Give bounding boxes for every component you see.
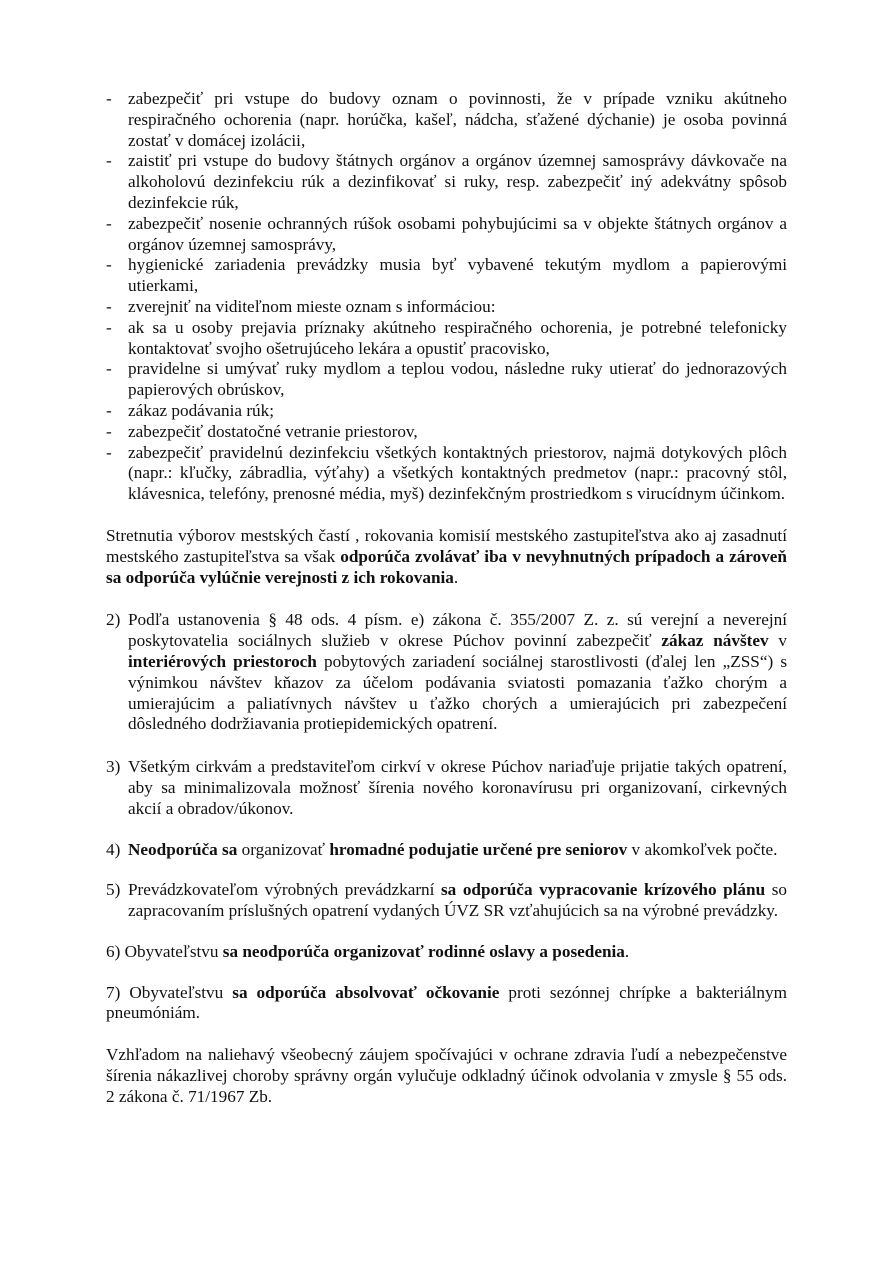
list-item: - hygienické zariadenia prevádzky musia byť vybavené tekutým mydlom a papierovými utierkami, bbox=[106, 255, 787, 296]
measures-list bbox=[106, 89, 787, 505]
bullet-dash: - bbox=[106, 89, 112, 108]
bullet-dash: - bbox=[106, 400, 112, 420]
document-page bbox=[106, 89, 787, 1108]
bullet-dash: - bbox=[106, 213, 112, 233]
list-item: - zverejniť na viditeľnom mieste oznam s informáciou: bbox=[106, 296, 496, 316]
bullet-dash: - bbox=[106, 296, 112, 316]
numbered-item-4: 4) Neodporúča sa organizovať hromadné podujatie určené pre seniorov v akomkoľvek počte. bbox=[106, 839, 778, 859]
numbered-item-7: 7) Obyvateľstvu sa odporúča absolvovať očkovanie proti sezónnej chrípke a bakteriálnym pneumóniám. bbox=[106, 982, 787, 1023]
closing-paragraph: Vzhľadom na naliehavý všeobecný záujem spočívajúci v ochrane zdravia ľudí a nebezpečenstve šírenia nákazlivej choroby správny orgán vylučuje odkladný účinok odvolania v zmysle § 55 ods. 2 zákona č. 71/1967 Zb. bbox=[106, 1045, 787, 1106]
list-item: - ak sa u osoby prejavia príznaky akútneho respiračného ochorenia, je potrebné telefonicky kontaktovať svojho ošetrujúceho lekára a opustiť pracovisko, bbox=[106, 317, 787, 358]
list-item: - zabezpečiť nosenie ochranných rúšok osobami pohybujúcimi sa v objekte štátnych orgánov a orgánov územnej samosprávy, bbox=[106, 213, 787, 254]
numbered-item-6: 6) Obyvateľstvu sa neodporúča organizovať rodinné oslavy a posedenia. bbox=[106, 941, 630, 961]
list-item: - zabezpečiť dostatočné vetranie priestorov, bbox=[106, 421, 418, 441]
meetings-paragraph: Stretnutia výborov mestských častí , rokovania komisií mestského zastupiteľstva ako aj zasadnutí mestského zastupiteľstva sa však odporúča zvolávať iba v nevyhnutných prípadoch a zároveň sa odporúča vylúčnie verejnosti z ich rokovania. bbox=[106, 525, 787, 587]
list-item: - zákaz podávania rúk; bbox=[106, 400, 275, 420]
bullet-dash: - bbox=[106, 421, 112, 441]
bullet-dash: - bbox=[106, 442, 112, 462]
bullet-dash: - bbox=[106, 359, 112, 379]
list-item: - zaistiť pri vstupe do budovy štátnych orgánov a orgánov územnej samosprávy dávkovače na alkoholovú dezinfekciu rúk a dezinfikovať si ruky, resp. zabezpečiť iný adekvátny spôsob dezinfekcie rúk, bbox=[106, 151, 787, 212]
bullet-dash: - bbox=[106, 255, 112, 275]
bullet-dash: - bbox=[106, 151, 112, 171]
list-item: - zabezpečiť pri vstupe do budovy oznam o povinnosti, že v prípade vzniku akútneho respiračného ochorenia (napr. horúčka, kašeľ, nádcha, sťažené dýchanie) je osoba povinná zostať v domácej izolácii, bbox=[106, 89, 787, 150]
numbered-item-5: 5) Prevádzkovateľom výrobných prevádzkarní sa odporúča vypracovanie krízového plánu so zapracovaním príslušných opatrení vydaných ÚVZ SR vzťahujúcich sa na výrobné prevádzky. bbox=[106, 880, 787, 921]
list-item: - pravidelne si umývať ruky mydlom a teplou vodou, následne ruky utierať do jednorazových papierových obrúskov, bbox=[106, 359, 787, 400]
bullet-dash: - bbox=[106, 317, 112, 337]
numbered-item-3: 3) Všetkým cirkvám a predstaviteľom cirkví v okrese Púchov nariaďuje prijatie takých opatrení, aby sa minimalizovala možnosť šírenia nového koronavírusu pri organizovaní, cirkevných akcií a obradov/úkonov. bbox=[106, 757, 787, 818]
list-item: - zabezpečiť pravidelnú dezinfekciu všetkých kontaktných priestorov, najmä dotykových plôch (napr.: kľučky, zábradlia, výťahy) a všetkých kontaktných predmetov (napr.: pracovný stôl, klávesnica, telefóny, prenosné média, myš) dezinfekčným prostriedkom s virucídnym účinkom. bbox=[106, 442, 787, 504]
numbered-item-2: 2) Podľa ustanovenia § 48 ods. 4 písm. e) zákona č. 355/2007 Z. z. sú verejní a neverejní poskytovatelia sociálnych služieb v okrese Púchov povinní zabezpečiť zákaz návštev v interiérových priestoroch pobytových zariadení sociálnej starostlivosti (ďalej len „ZSS“) s výnimkou návštev kňazov za účelom podávania sviatosti pomazania ťažko chorým a umierajúcim a paliatívnych návštev u ťažko chorých a umierajúcich pri zabezpečení dôsledného dodržiavania protiepidemických opatrení. bbox=[106, 610, 788, 734]
